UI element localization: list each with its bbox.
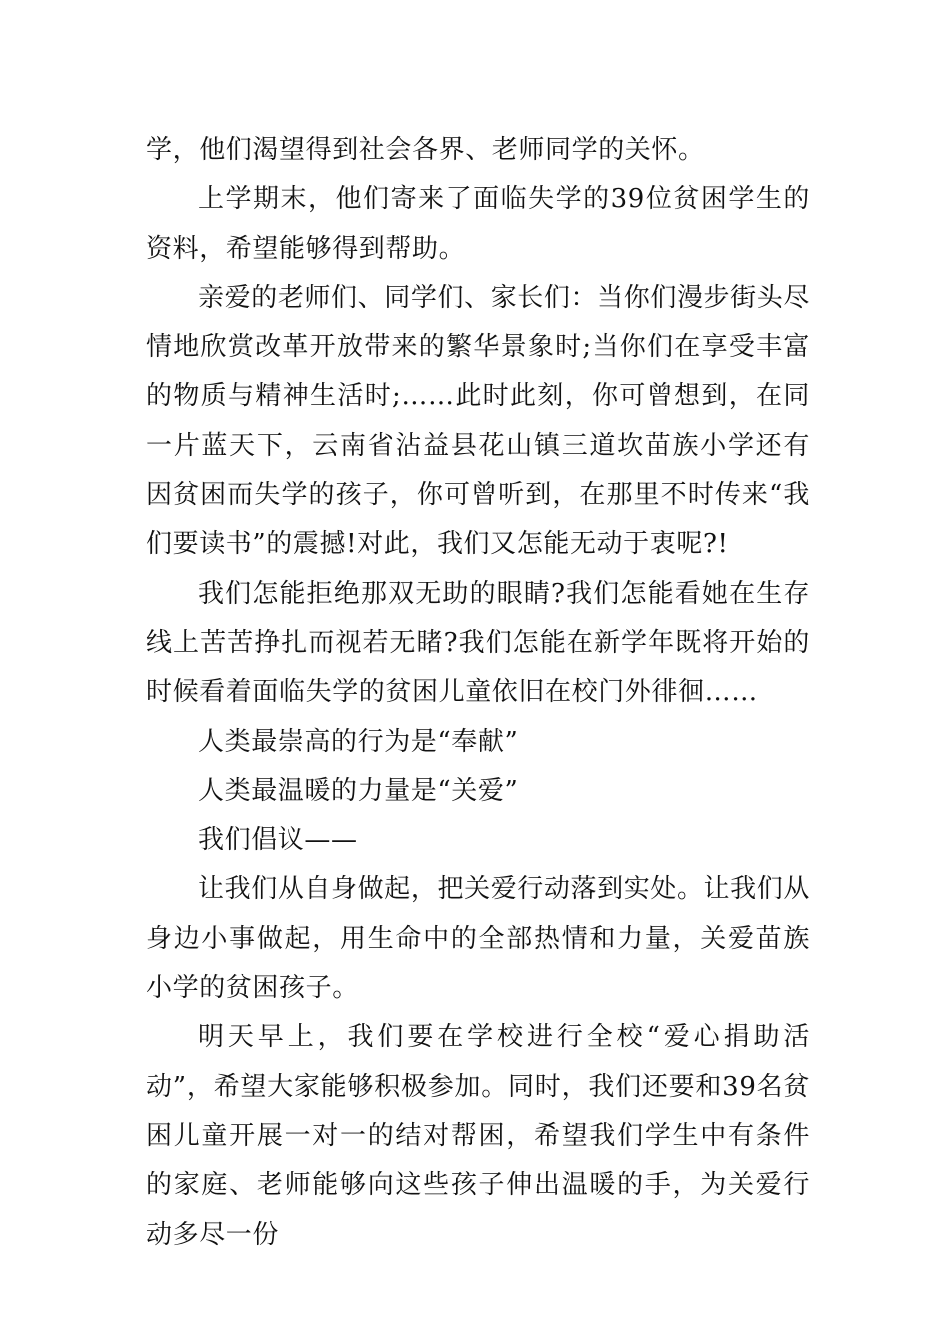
- paragraph-rhetorical: 我们怎能拒绝那双无助的眼睛?我们怎能看她在生存线上苦苦挣扎而视若无睹?我们怎能在新学年既将开始的时候看着面临失学的贫困儿童依旧在校门外徘徊……: [146, 578, 810, 708]
- paragraph-continuation: 学，他们渴望得到社会各界、老师同学的关怀。: [146, 135, 705, 165]
- paragraph-address: 亲爱的老师们、同学们、家长们：当你们漫步街头尽情地欣赏改革开放带来的繁华景象时;当你们在享受丰富的物质与精神生活时;……此时此刻，你可曾想到，在同一片蓝天下，云南省沾益县花山镇三道坎苗族小学还有因贫困而失学的孩子，你可曾听到，在那里不时传来“我们要读书”的震撼!对此，我们又怎能无动于衷呢?!: [146, 282, 810, 560]
- paragraph-proposal-heading: 我们倡议——: [198, 825, 358, 856]
- paragraph-care: 人类最温暖的力量是“关爱”: [198, 775, 519, 806]
- document-body: [146, 126, 810, 1260]
- paragraph-proposal: 让我们从自身做起，把关爱行动落到实处。让我们从身边小事做起，用生命中的全部热情和力量，关爱苗族小学的贫困孩子。: [146, 874, 810, 1004]
- paragraph-donation: 明天早上，我们要在学校进行全校“爱心捐助活动”，希望大家能够积极参加。同时，我们还要和39名贫困儿童开展一对一的结对帮困，希望我们学生中有条件的家庭、老师能够向这些孩子伸出温暖的手，为关爱行动多尽一份: [146, 1022, 810, 1250]
- paragraph-dedication: 人类最崇高的行为是“奉献”: [198, 726, 519, 757]
- paragraph-appeal-material: 上学期末，他们寄来了面临失学的39位贫困学生的资料，希望能够得到帮助。: [146, 184, 810, 264]
